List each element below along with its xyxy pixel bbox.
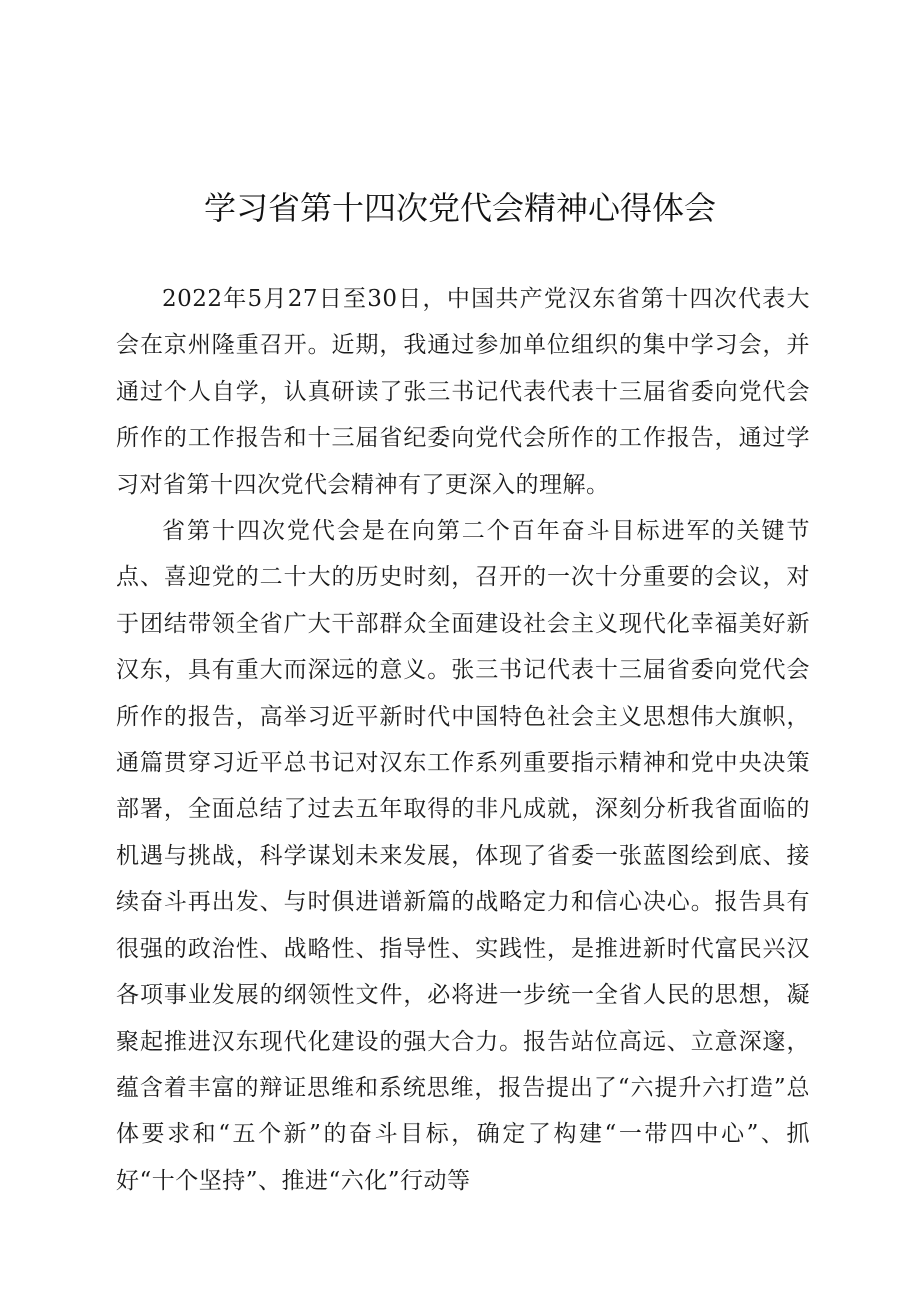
paragraph-1: 2022年5月27日至30日，中国共产党汉东省第十四次代表大会在京州隆重召开。近期，我通过参加单位组织的集中学习会，并通过个人自学，认真研读了张三书记代表代表十三届省委向党代会所作的工作报告和十三届省纪委向党代会所作的工作报告，通过学习对省第十四次党代会精神有了更深入的理解。 xyxy=(116,286,810,498)
document-title: 学习省第十四次党代会精神心得体会 xyxy=(203,189,716,227)
document-body xyxy=(116,276,810,1204)
paragraph-2: 省第十四次党代会是在向第二个百年奋斗目标进军的关键节点、喜迎党的二十大的历史时刻，召开的一次十分重要的会议，对于团结带领全省广大干部群众全面建设社会主义现代化幸福美好新汉东，具有重大而深远的意义。张三书记代表十三届省委向党代会所作的报告，高举习近平新时代中国特色社会主义思想伟大旗帜，通篇贯穿习近平总书记对汉东工作系列重要指示精神和党中央决策部署，全面总结了过去五年取得的非凡成就，深刻分析我省面临的机遇与挑战，科学谋划未来发展，体现了省委一张蓝图绘到底、接续奋斗再出发、与时俱进谱新篇的战略定力和信心决心。报告具有很强的政治性、战略性、指导性、实践性，是推进新时代富民兴汉各项事业发展的纲领性文件，必将进一步统一全省人民的思想，凝聚起推进汉东现代化建设的强大合力。报告站位高远、立意深邃，蕴含着丰富的辩证思维和系统思维，报告提出了“六提升六打造”总体要求和“五个新”的奋斗目标，确定了构建“一带四中心”、抓好“十个坚持”、推进“六化”行动等 xyxy=(116,518,810,1194)
